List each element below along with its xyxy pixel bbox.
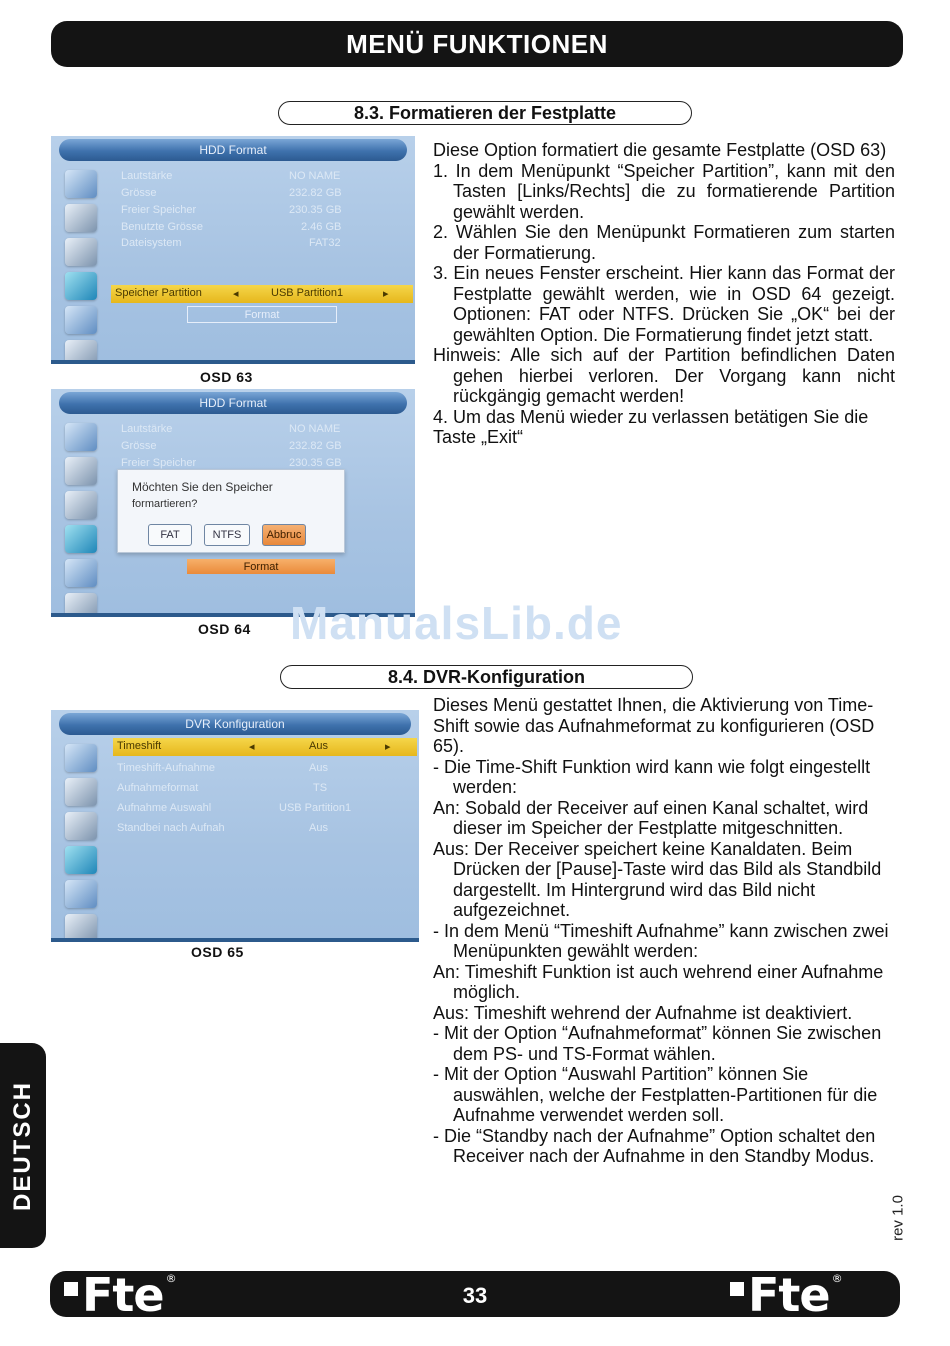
section-heading-dvr — [280, 665, 693, 689]
row-value: 230.35 GB — [289, 204, 342, 216]
osd-64-caption: OSD 64 — [198, 621, 251, 637]
tools-icon — [65, 457, 97, 485]
page-header — [51, 21, 903, 67]
logo-text: Fte — [82, 1268, 164, 1322]
windows-icon — [65, 744, 97, 772]
osd-65-screen — [51, 710, 419, 942]
fat-button-label: FAT — [160, 529, 180, 541]
row-value: Aus — [309, 762, 328, 774]
row-value: 2.46 GB — [301, 221, 342, 233]
paragraph: - Mit der Option “Auswahl Partition” können Sie auswählen, welche der Festplatten-Partitionen für die Aufnahme verwendet werden soll. — [433, 1064, 878, 1125]
box-icon — [65, 272, 97, 300]
logo-text: Fte — [748, 1268, 830, 1322]
abort-button[interactable] — [262, 524, 306, 546]
osd-title-bar — [59, 713, 411, 735]
paragraph: Diese Option formatiert die gesamte Festplatte (OSD 63) — [433, 140, 887, 160]
language-tab-label: DEUTSCH — [9, 1080, 36, 1211]
row-label: Standbei nach Aufnah — [117, 822, 225, 834]
paragraph: Aus: Timeshift wehrend der Aufnahme ist deaktiviert. — [433, 1002, 853, 1023]
timeshift-value: Aus — [309, 740, 328, 752]
section-heading-format — [278, 101, 692, 125]
clapper-icon — [65, 914, 97, 942]
row-label: Dateisystem — [121, 237, 182, 249]
page-number: 33 — [462, 1283, 488, 1308]
arrow-right-icon[interactable]: ▸ — [383, 288, 389, 300]
revision-text: rev 1.0 — [889, 1195, 907, 1241]
logo-square-icon — [730, 1282, 744, 1296]
row-value: FAT32 — [309, 237, 341, 249]
row-value: TS — [313, 782, 328, 794]
row-label: Freier Speicher — [121, 457, 197, 469]
row-label: Grösse — [121, 440, 157, 452]
partition-label: Speicher Partition — [115, 287, 202, 299]
row-value: 232.82 GB — [289, 440, 342, 452]
row-value: NO NAME — [289, 423, 341, 435]
osd-63-caption: OSD 63 — [200, 369, 253, 385]
arrow-icon — [65, 306, 97, 334]
film-reel-icon — [65, 238, 97, 266]
fte-logo-right — [730, 1268, 842, 1322]
osd-icon-column — [59, 421, 105, 607]
row-label: Freier Speicher — [121, 204, 197, 216]
paragraph: 4. Um das Menü wieder zu verlassen betätigen Sie die Taste „Exit“ — [433, 406, 869, 447]
fte-logo-left — [64, 1268, 176, 1322]
logo-square-icon — [64, 1282, 78, 1296]
dialog-message-line1: Möchten Sie den Speicher — [132, 480, 273, 494]
format-button[interactable] — [187, 559, 335, 574]
revision-label — [888, 1188, 908, 1248]
osd-title-bar — [59, 139, 407, 161]
row-value: NO NAME — [289, 170, 341, 182]
paragraph: - Die “Standby nach der Aufnahme” Option schaltet den Receiver nach der Aufnahme in den Standby Modus. — [433, 1125, 876, 1166]
timeshift-row[interactable] — [113, 738, 417, 756]
paragraph: Aus: Der Receiver speichert keine Kanaldaten. Beim Drücken der [Pause]-Taste wird das Bild als Standbild dargestellt. Im Hintergrund wird das Bild nicht aufgezeichnet. — [433, 838, 882, 920]
page-title: MENÜ FUNKTIONEN — [346, 28, 608, 59]
paragraph: - Mit der Option “Aufnahmeformat” können Sie zwischen dem PS- und TS-Format wählen. — [433, 1023, 882, 1064]
paragraph: 1. In dem Menüpunkt “Speicher Partition”, kann mit den Tasten [Links/Rechts] die zu formatierende Partition gewählt werden. — [433, 160, 895, 222]
osd-title-bar — [59, 392, 407, 414]
box-icon — [65, 846, 97, 874]
ntfs-button-label: NTFS — [212, 529, 242, 541]
clapper-icon — [65, 340, 97, 364]
paragraph: - In dem Menü “Timeshift Aufnahme” kann zwischen zwei Menüpunkten gewählt werden: — [433, 920, 889, 961]
row-value: 232.82 GB — [289, 187, 342, 199]
registered-mark: ® — [165, 1272, 176, 1285]
row-label: Grösse — [121, 187, 157, 199]
speicher-partition-row[interactable] — [111, 285, 413, 303]
registered-mark: ® — [831, 1272, 842, 1285]
tools-icon — [65, 204, 97, 232]
watermark: ManualsLib.de — [290, 597, 623, 649]
dialog-message-line2: formartieren? — [132, 498, 198, 510]
section-heading-text: 8.4. DVR-Konfiguration — [388, 666, 585, 687]
paragraph: 2. Wählen Sie den Menüpunkt Formatieren zum starten der Formatierung. — [433, 222, 895, 263]
osd-icon-column — [59, 168, 105, 354]
paragraph: An: Sobald der Receiver auf einen Kanal schaltet, wird dieser im Speicher der Festplatte mitgeschnitten. — [433, 797, 869, 838]
paragraph: - Die Time-Shift Funktion wird kann wie folgt eingestellt werden: — [433, 756, 871, 797]
paragraph: Hinweis: Alle sich auf der Partition befindlichen Daten gehen hierbei verloren. Der Vorgang kann nicht rückgängig gemacht werden! — [433, 345, 895, 406]
row-label: Timeshift-Aufnahme — [117, 762, 216, 774]
film-reel-icon — [65, 491, 97, 519]
osd-64-screen — [51, 389, 415, 617]
row-value: Aus — [309, 822, 328, 834]
section-2-text — [433, 695, 895, 1167]
row-label: Benutzte Grösse — [121, 221, 203, 233]
windows-icon — [65, 170, 97, 198]
section-heading-text: 8.3. Formatieren der Festplatte — [353, 102, 617, 123]
format-dialog — [117, 469, 345, 553]
arrow-left-icon[interactable]: ◂ — [249, 741, 255, 753]
osd-icon-column — [59, 742, 105, 932]
osd-title: HDD Format — [199, 396, 267, 410]
language-tab — [0, 1043, 46, 1248]
row-value: USB Partition1 — [279, 802, 352, 814]
box-icon — [65, 525, 97, 553]
clapper-icon — [65, 593, 97, 617]
partition-value: USB Partition1 — [271, 287, 344, 299]
windows-icon — [65, 423, 97, 451]
abort-button-label: Abbruc — [266, 529, 302, 541]
row-label: Aufnahmeformat — [117, 782, 199, 794]
osd-title: HDD Format — [199, 143, 267, 157]
format-button-label: Format — [243, 560, 279, 573]
osd-title: DVR Konfiguration — [185, 717, 285, 731]
format-button[interactable] — [187, 306, 337, 323]
ntfs-button[interactable] — [204, 524, 250, 546]
arrow-left-icon[interactable]: ◂ — [233, 288, 239, 300]
row-value: 230.35 GB — [289, 457, 342, 469]
timeshift-label: Timeshift — [117, 740, 162, 752]
row-label: Lautstärke — [121, 423, 173, 435]
fat-button[interactable] — [148, 524, 192, 546]
paragraph: Dieses Menü gestattet Ihnen, die Aktivierung von Time-Shift sowie das Aufnahmeformat zu konfigurieren (OSD 65). — [433, 695, 875, 756]
format-button-label: Format — [244, 308, 280, 321]
osd-65-caption: OSD 65 — [191, 944, 244, 960]
osd-63-screen — [51, 136, 415, 364]
row-label: Aufnahme Auswahl — [117, 802, 212, 814]
film-reel-icon — [65, 812, 97, 840]
tools-icon — [65, 778, 97, 806]
paragraph: 3. Ein neues Fenster erscheint. Hier kann das Format der Festplatte gewählt werden, wie in OSD 64 gezeigt. Optionen: FAT oder NTFS. Drücken Sie „OK“ bei der gewählten Option. Die Formatierung findet jetzt statt. — [433, 263, 895, 345]
paragraph: An: Timeshift Funktion ist auch wehrend einer Aufnahme möglich. — [433, 961, 884, 1002]
row-label: Lautstärke — [121, 170, 173, 182]
arrow-right-icon[interactable]: ▸ — [385, 741, 391, 753]
arrow-icon — [65, 559, 97, 587]
arrow-icon — [65, 880, 97, 908]
section-1-text — [433, 140, 895, 448]
